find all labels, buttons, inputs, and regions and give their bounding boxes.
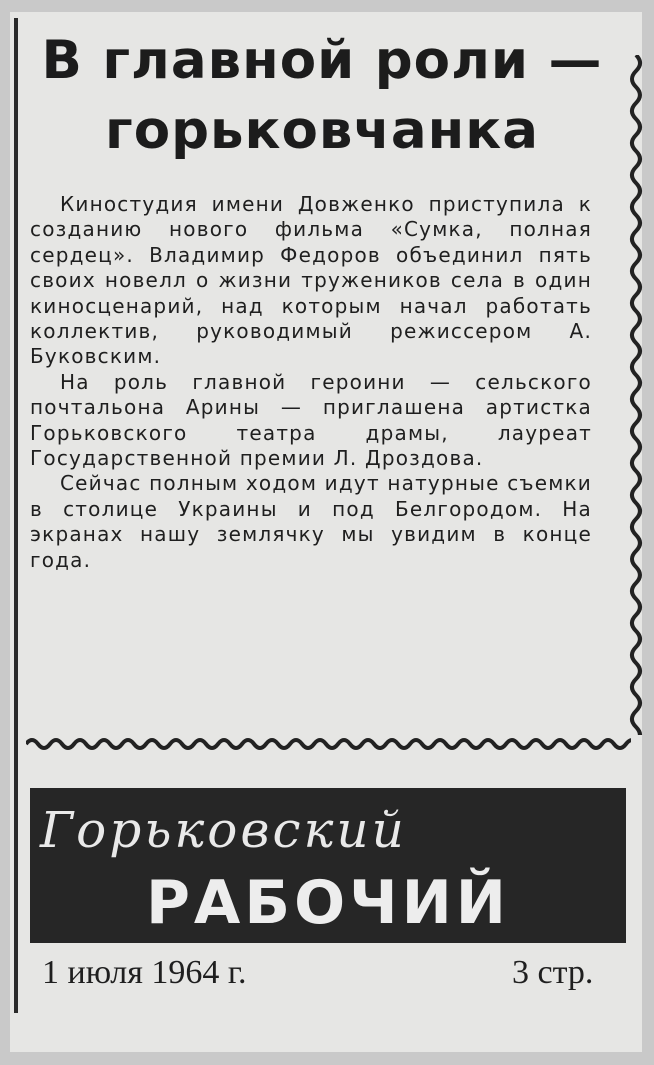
newspaper-masthead xyxy=(30,788,626,943)
left-column-rule xyxy=(14,18,18,1013)
headline-line-2: горьковчанка xyxy=(105,99,539,161)
wavy-separator xyxy=(26,733,631,755)
masthead-title: РАБОЧИЙ xyxy=(145,868,511,938)
right-wavy-border xyxy=(626,55,646,735)
issue-date: 1 июля 1964 г. xyxy=(42,954,247,991)
masthead-script-line: Горьковский xyxy=(40,801,407,859)
page-number: 3 стр. xyxy=(512,954,594,991)
article-body xyxy=(30,192,592,573)
article-paragraph-1: Киностудия имени Довженко приступила к созданию нового фильма «Сумка, полная сердец». Владимир Федоров объединил пять своих новелл о жизни тружеников села в один киносценарий, над которым начал работать коллектив, руководимый режиссером А. Буковским. xyxy=(30,192,592,369)
article-paragraph-2: На роль главной героини — сельского почтальона Арины — приглашена артистка Горьковского театра драмы, лауреат Государственной премии Л. Дроздова. xyxy=(30,369,592,471)
headline-line-1: В главной роли — xyxy=(41,30,603,91)
article-paragraph-3: Сейчас полным ходом идут натурные съемки в столице Украины и под Белгородом. На экранах нашу землячку мы увидим в конце года. xyxy=(30,471,592,572)
article-headline xyxy=(22,26,622,166)
